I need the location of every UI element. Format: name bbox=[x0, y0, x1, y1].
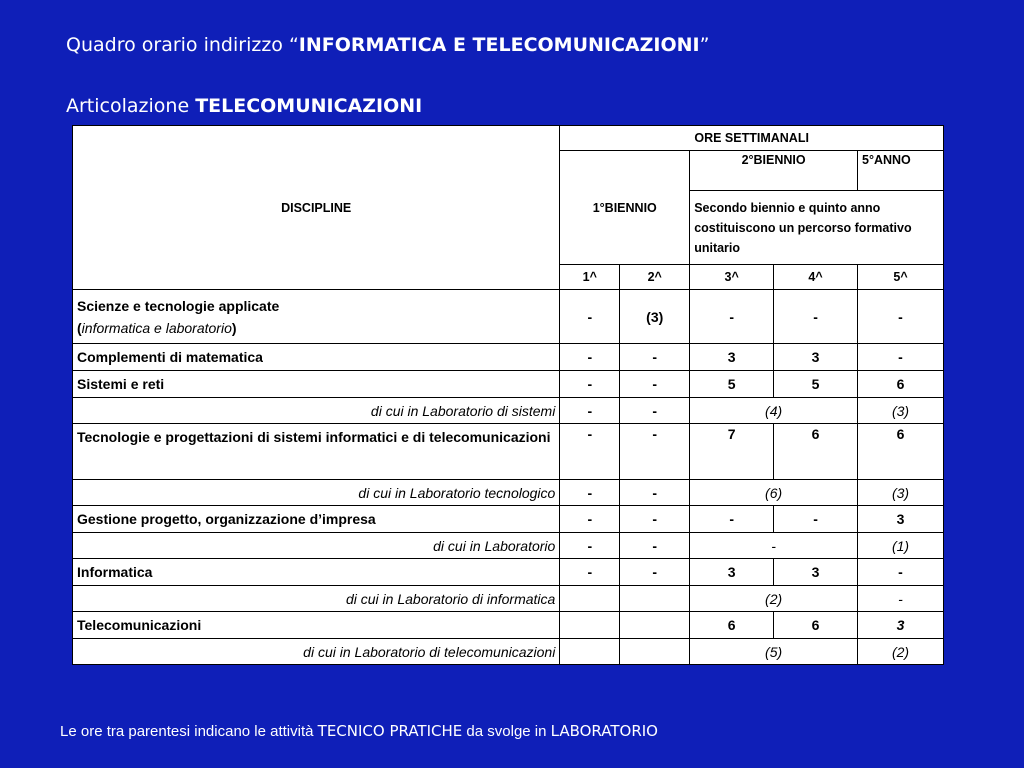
discipline-label: Gestione progetto, organizzazione d’impresa bbox=[73, 506, 560, 533]
lab-label: di cui in Laboratorio tecnologico bbox=[73, 480, 560, 506]
value-cell bbox=[620, 639, 690, 665]
footer-text: da svolge in bbox=[462, 723, 551, 740]
footer-note bbox=[60, 722, 658, 740]
value-cell: - bbox=[620, 424, 690, 480]
table-row bbox=[73, 506, 944, 533]
subtitle-prefix: Articolazione bbox=[66, 95, 196, 117]
quinto-anno-header: 5°ANNO bbox=[858, 151, 944, 191]
lab-hours-cell: (4) bbox=[690, 398, 858, 424]
value-cell: 6 bbox=[774, 612, 858, 639]
value-cell: - bbox=[620, 480, 690, 506]
lab-row bbox=[73, 398, 944, 424]
lab-hours-cell: (1) bbox=[858, 533, 944, 559]
discipline-sublabel: informatica e laboratorio bbox=[81, 319, 232, 336]
value-cell: - bbox=[620, 559, 690, 586]
header-row bbox=[73, 126, 944, 151]
value-cell bbox=[620, 586, 690, 612]
year-header: 2^ bbox=[620, 265, 690, 290]
value-cell: - bbox=[560, 398, 620, 424]
value-cell: (3) bbox=[620, 290, 690, 344]
discipline-label: Sistemi e reti bbox=[73, 371, 560, 398]
lab-hours-cell: (5) bbox=[690, 639, 858, 665]
footer-emphasis: TECNICO PRATICHE bbox=[317, 722, 463, 740]
value-cell: - bbox=[620, 371, 690, 398]
value-cell: - bbox=[560, 290, 620, 344]
value-cell: - bbox=[560, 424, 620, 480]
value-cell: 3 bbox=[858, 612, 944, 639]
value-cell: - bbox=[858, 559, 944, 586]
lab-hours-cell: - bbox=[690, 533, 858, 559]
lab-row bbox=[73, 586, 944, 612]
discipline-cell bbox=[73, 290, 560, 344]
lab-hours-cell: (3) bbox=[858, 480, 944, 506]
value-cell: 3 bbox=[774, 344, 858, 371]
value-cell: - bbox=[560, 480, 620, 506]
discipline-header: DISCIPLINE bbox=[73, 126, 560, 290]
lab-hours-cell: - bbox=[858, 586, 944, 612]
value-cell: 3 bbox=[690, 559, 774, 586]
lab-hours-cell: (2) bbox=[858, 639, 944, 665]
value-cell: 3 bbox=[774, 559, 858, 586]
value-cell: - bbox=[560, 559, 620, 586]
lab-row bbox=[73, 480, 944, 506]
value-cell: - bbox=[858, 344, 944, 371]
table-row bbox=[73, 559, 944, 586]
title-prefix: Quadro orario indirizzo “ bbox=[66, 34, 299, 56]
value-cell: 3 bbox=[690, 344, 774, 371]
value-cell: - bbox=[560, 506, 620, 533]
value-cell: - bbox=[774, 506, 858, 533]
lab-label: di cui in Laboratorio di telecomunicazioni bbox=[73, 639, 560, 665]
secondo-biennio-header: 2°BIENNIO bbox=[690, 151, 858, 191]
table-row bbox=[73, 371, 944, 398]
value-cell: - bbox=[620, 344, 690, 371]
title-suffix: ” bbox=[699, 34, 710, 56]
page-subtitle bbox=[66, 95, 422, 117]
value-cell: 5 bbox=[774, 371, 858, 398]
value-cell: - bbox=[560, 371, 620, 398]
value-cell: 6 bbox=[858, 424, 944, 480]
value-cell: 5 bbox=[690, 371, 774, 398]
discipline-label: Complementi di matematica bbox=[73, 344, 560, 371]
paren-open: ( bbox=[77, 319, 82, 336]
subtitle-bold: TELECOMUNICAZIONI bbox=[195, 95, 423, 117]
value-cell: 7 bbox=[690, 424, 774, 480]
year-header: 4^ bbox=[774, 265, 858, 290]
value-cell: - bbox=[620, 533, 690, 559]
footer-text: Le ore tra parentesi indicano le attività bbox=[60, 723, 318, 740]
ore-settimanali-header: ORE SETTIMANALI bbox=[560, 126, 944, 151]
table-row bbox=[73, 290, 944, 344]
lab-row bbox=[73, 639, 944, 665]
value-cell bbox=[560, 586, 620, 612]
value-cell: 6 bbox=[774, 424, 858, 480]
year-header: 3^ bbox=[690, 265, 774, 290]
value-cell: - bbox=[560, 344, 620, 371]
lab-label: di cui in Laboratorio di sistemi bbox=[73, 398, 560, 424]
discipline-label: Informatica bbox=[73, 559, 560, 586]
value-cell: - bbox=[774, 290, 858, 344]
value-cell: 6 bbox=[858, 371, 944, 398]
lab-hours-cell: (3) bbox=[858, 398, 944, 424]
value-cell: - bbox=[620, 398, 690, 424]
discipline-label: Tecnologie e progettazioni di sistemi informatici e di telecomunicazioni bbox=[73, 424, 560, 480]
lab-hours-cell: (6) bbox=[690, 480, 858, 506]
lab-hours-cell: (2) bbox=[690, 586, 858, 612]
footer-emphasis: LABORATORIO bbox=[550, 722, 658, 740]
paren-close: ) bbox=[231, 319, 237, 336]
value-cell: - bbox=[620, 506, 690, 533]
lab-label: di cui in Laboratorio di informatica bbox=[73, 586, 560, 612]
value-cell bbox=[560, 639, 620, 665]
value-cell: - bbox=[560, 533, 620, 559]
schedule-table bbox=[72, 125, 944, 665]
percorso-note: Secondo biennio e quinto anno costituiscono un percorso formativo unitario bbox=[690, 191, 944, 265]
value-cell: 6 bbox=[690, 612, 774, 639]
table-row bbox=[73, 344, 944, 371]
year-header: 5^ bbox=[858, 265, 944, 290]
value-cell: - bbox=[690, 506, 774, 533]
value-cell bbox=[620, 612, 690, 639]
value-cell: - bbox=[690, 290, 774, 344]
discipline-label: Scienze e tecnologie applicate bbox=[77, 297, 280, 314]
value-cell: - bbox=[858, 290, 944, 344]
lab-row bbox=[73, 533, 944, 559]
lab-label: di cui in Laboratorio bbox=[73, 533, 560, 559]
title-bold: INFORMATICA E TELECOMUNICAZIONI bbox=[298, 34, 700, 56]
year-header: 1^ bbox=[560, 265, 620, 290]
page-title bbox=[66, 34, 709, 56]
table-row bbox=[73, 612, 944, 639]
discipline-label: Telecomunicazioni bbox=[73, 612, 560, 639]
value-cell bbox=[560, 612, 620, 639]
primo-biennio-header: 1°BIENNIO bbox=[560, 151, 690, 265]
table-row bbox=[73, 424, 944, 480]
value-cell: 3 bbox=[858, 506, 944, 533]
